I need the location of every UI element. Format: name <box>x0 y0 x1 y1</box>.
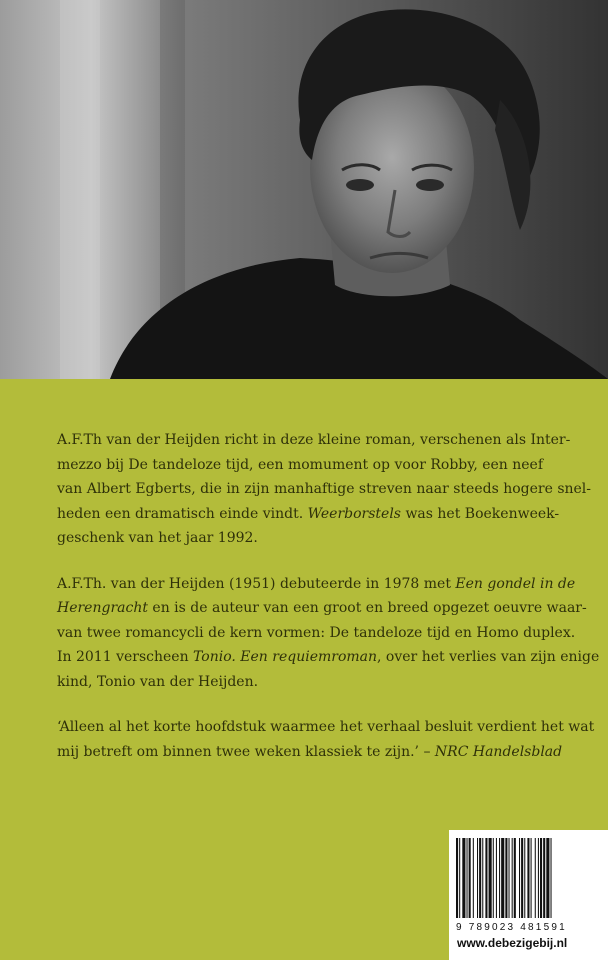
italic-title-text: Weerborstels <box>307 505 401 522</box>
barcode-panel <box>449 830 608 960</box>
blurb-text: ‘Alleen al het korte hoofdstuk waarmee het verhaal besluit verdient het wat <box>57 719 595 735</box>
blurb-text: A.F.Th van der Heijden richt in deze kleine roman, verschenen als Inter- <box>57 432 571 448</box>
blurb-line <box>57 572 577 597</box>
blurb-text: kind, Tonio van der Heijden. <box>57 673 259 690</box>
isbn-number: 9 789023 481591 <box>456 922 567 933</box>
blurb-text: In 2011 verscheen <box>57 649 194 665</box>
blurb-text: was het Boekenweek- <box>401 505 560 522</box>
back-cover-blurb <box>57 428 600 785</box>
blurb-line <box>57 526 577 551</box>
blurb-text: , over het verlies van zijn enige <box>377 649 600 665</box>
blurb-line <box>57 502 577 527</box>
blurb-paragraph <box>57 572 600 695</box>
blurb-paragraph <box>57 428 592 551</box>
blurb-paragraph <box>57 715 595 764</box>
blurb-line <box>57 715 595 740</box>
author-portrait-illustration <box>0 0 608 379</box>
blurb-line <box>57 645 600 670</box>
blurb-text: van Albert Egberts, die in zijn manhaftige streven naar steeds hogere snel- <box>57 481 592 497</box>
italic-title-text: Herengracht <box>57 600 148 616</box>
blurb-line <box>57 596 587 621</box>
blurb-line <box>57 670 577 695</box>
italic-title-text: Een gondel in de <box>455 575 576 592</box>
blurb-line <box>57 477 592 502</box>
blurb-text: van twee romancycli de kern vormen: De tandeloze tijd en Homo duplex. <box>57 624 576 641</box>
blurb-text: en is de auteur van een groot en breed opgezet oeuvre waar- <box>147 600 587 616</box>
blurb-text: A.F.Th. van der Heijden (1951) debuteerde in 1978 met <box>57 575 456 592</box>
italic-title-text: NRC Handelsblad <box>434 743 563 760</box>
blurb-line <box>57 740 577 765</box>
blurb-text: mezzo bij De tandeloze tijd, een momument op voor Robby, een neef <box>57 456 544 473</box>
blurb-line <box>57 453 577 478</box>
blurb-line <box>57 428 577 453</box>
publisher-website: www.debezigebij.nl <box>457 936 568 950</box>
italic-title-text: Tonio. Een requiemroman <box>193 649 378 665</box>
blurb-text: mij betreft om binnen twee weken klassiek te zijn.’ – <box>57 743 435 760</box>
barcode-icon <box>454 838 604 922</box>
blurb-line <box>57 621 577 646</box>
blurb-text: heden een dramatisch einde vindt. <box>57 505 308 522</box>
author-photo <box>0 0 608 379</box>
blurb-text: geschenk van het jaar 1992. <box>57 530 258 546</box>
